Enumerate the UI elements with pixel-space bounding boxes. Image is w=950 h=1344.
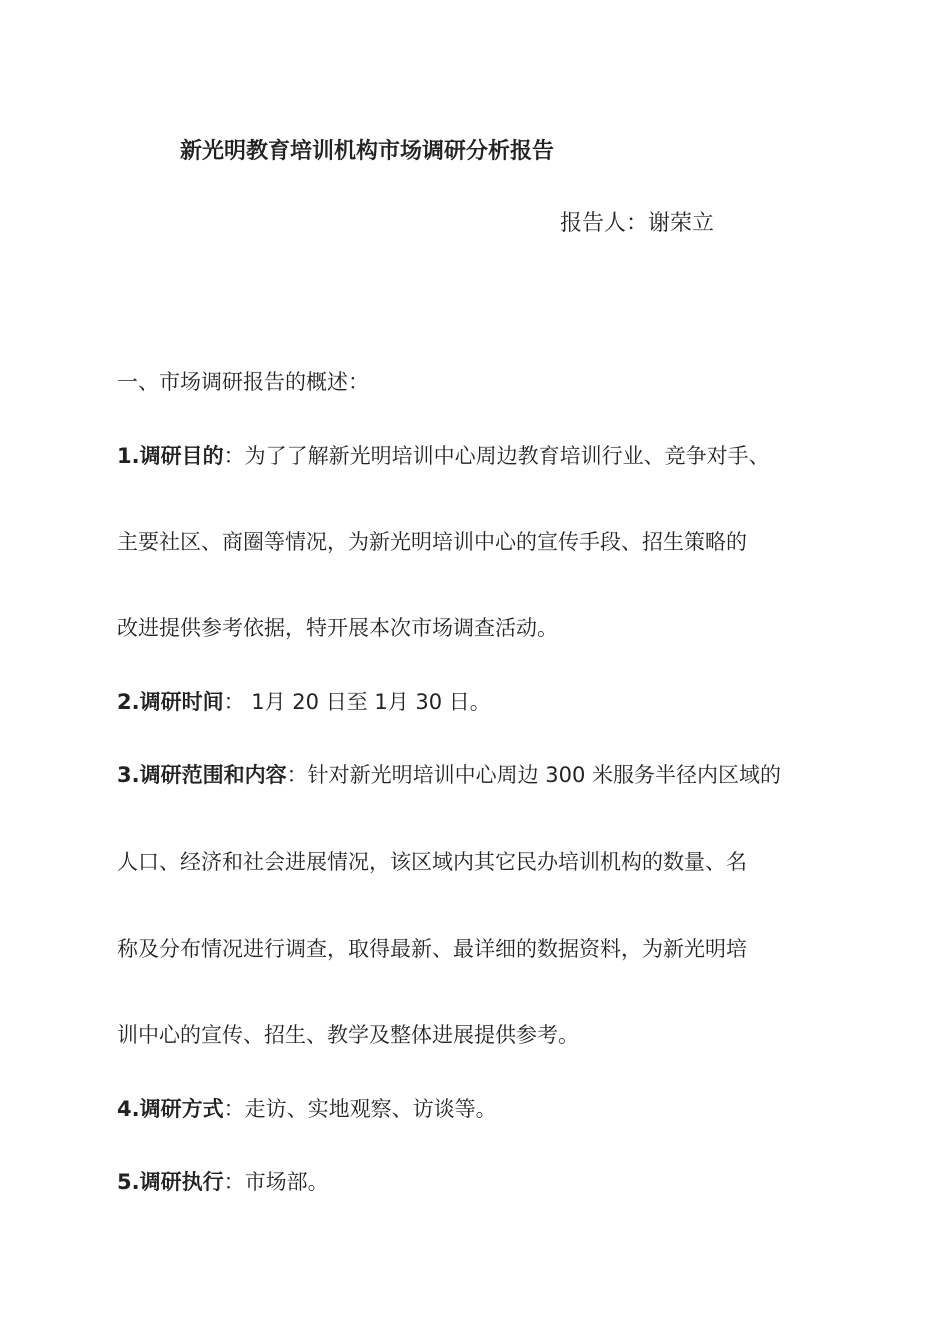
- item-scope-line-4: 训中心的宣传、招生、教学及整体进展提供参考。: [117, 1023, 579, 1047]
- item-executor-label: 5.调研执行: [117, 1170, 224, 1194]
- item-scope-line-1: [117, 759, 781, 791]
- item-purpose-label: 1.调研目的: [117, 444, 224, 468]
- item-scope-line-3: 称及分布情况进行调查，取得最新、最详细的数据资料，为新光明培: [117, 937, 747, 961]
- item-method-line-1: [117, 1093, 497, 1125]
- item-purpose-line-3: 改进提供参考依据，特开展本次市场调查活动。: [117, 616, 558, 640]
- item-time-text-1: ： 1月 20 日至 1月 30 日。: [223, 690, 491, 714]
- item-method-text-1: ：走访、实地观察、访谈等。: [223, 1097, 497, 1121]
- report-author: 报告人：谢荣立: [560, 211, 715, 236]
- item-executor-text-1: ：市场部。: [223, 1170, 329, 1194]
- item-purpose-line-2: 主要社区、商圈等情况，为新光明培训中心的宣传手段、招生策略的: [117, 530, 747, 554]
- item-purpose-line-1: [117, 440, 770, 472]
- item-time-label: 2.调研时间: [117, 690, 224, 714]
- item-time-line-1: [117, 686, 491, 718]
- section-heading: 一、市场调研报告的概述：: [117, 370, 369, 394]
- item-purpose-text-1: ：为了了解新光明培训中心周边教育培训行业、竞争对手、: [223, 444, 770, 468]
- item-scope-line-2: 人口、经济和社会进展情况，该区域内其它民办培训机构的数量、名: [117, 850, 747, 874]
- item-executor-line-1: [117, 1166, 329, 1198]
- item-scope-text-1: ：针对新光明培训中心周边 300 米服务半径内区域的: [286, 763, 782, 787]
- item-method-label: 4.调研方式: [117, 1097, 224, 1121]
- document-title: 新光明教育培训机构市场调研分析报告: [180, 139, 555, 164]
- item-scope-label: 3.调研范围和内容: [117, 763, 287, 787]
